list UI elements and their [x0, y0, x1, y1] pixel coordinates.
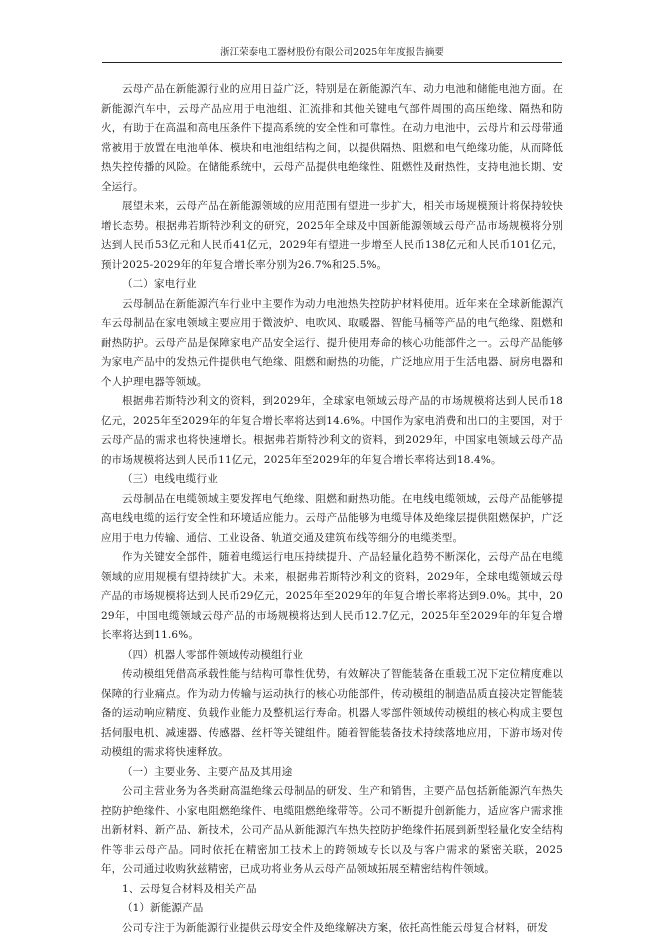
paragraph-cable-market: 作为关键安全部件，随着电缆运行电压持续提升、产品轻量化趋势不断深化，云母产品在电缆领域的应用规模有望持续扩大。未来，根据弗若斯特沙利文的资料，2029年，全球电缆领域云母产品的市场规模将达到人民币29亿元，2025年至2029年的年复合增长率将达到9.0%。其中，2029年，中国电缆领域云母产品的市场规模将达到人民币12.7亿元，2025年至2029年的年复合增长率将达到11.6%。 [101, 548, 563, 646]
section-heading-robot-transmission: （四）机器人零部件领域传动模组行业 [101, 646, 563, 666]
paragraph-main-business: 公司主营业务为各类耐高温绝缘云母制品的研发、生产和销售，主要产品包括新能源汽车热失控防护绝缘件、小家电阻燃绝缘件、电缆阻燃绝缘带等。公司不断提升创新能力，适应客户需求推出新材料、新产品、新技术，公司产品从新能源汽车热失控防护绝缘件拓展到新型轻量化安全结构件等非云母产品。同时依托在精密加工技术上的跨领域专长以及与客户需求的紧密关联，2025年，公司通过收购狄兹精密，已成功将业务从云母产品领域拓展至精密结构件领域。 [101, 782, 563, 880]
header-divider [102, 62, 562, 63]
paragraph-home-appliance-market: 根据弗若斯特沙利文的资料，到2029年，全球家电领域云母产品的市场规模将达到人民币18亿元，2025年至2029年的年复合增长率将达到14.6%。中国作为家电消费和出口的主要国，对于云母产品的需求也将快速增长。根据弗若斯特沙利文的资料，到2029年，中国家电领域云母产品的市场规模将达到人民币11亿元，2025年至2029年的年复合增长率将达到18.4%。 [101, 392, 563, 470]
paragraph-robot-transmission: 传动模组凭借高承载性能与结构可靠性优势，有效解决了智能装备在重载工况下定位精度难以保障的行业痛点。作为动力传输与运动执行的核心功能部件，传动模组的制造品质直接决定智能装备的运动响应精度、负载作业能力及整机运行寿命。机器人零部件领域传动模组的核心构成主要包括伺服电机、减速器、传感器、丝杆等关键组件。随着智能装备技术持续落地应用，下游市场对传动模组的需求将快速释放。 [101, 665, 563, 763]
subsection-heading-new-energy-products: （1）新能源产品 [101, 899, 563, 919]
section-heading-main-business: （一）主要业务、主要产品及其用途 [101, 763, 563, 783]
paragraph-cable-usage: 云母制品在电缆领域主要发挥电气绝缘、阻燃和耐热功能。在电线电缆领域，云母产品能够提高电线电缆的运行安全性和环境适应能力。云母产品能够为电缆导体及绝缘层提供阻燃保护，广泛应用于电力传输、通信、工业设备、轨道交通及建筑布线等细分的电缆类型。 [101, 490, 563, 549]
section-heading-home-appliance: （二）家电行业 [101, 275, 563, 295]
page-header: 浙江荣泰电工器材股份有限公司2025年年度报告摘要 [102, 46, 562, 60]
section-heading-cable: （三）电线电缆行业 [101, 470, 563, 490]
subsection-heading-mica-composite: 1、云母复合材料及相关产品 [101, 880, 563, 900]
paragraph-new-energy-products: 公司专注于为新能源行业提供云母安全件及绝缘解决方案，依托高性能云母复合材料，研发 [101, 919, 563, 938]
paragraph-home-appliance-usage: 云母制品在新能源汽车行业中主要作为动力电池热失控防护材料使用。近年来在全球新能源汽车云母制品在家电领域主要应用于微波炉、电吹风、取暖器、智能马桶等产品的电气绝缘、阻燃和耐热防护。云母产品是保障家电产品安全运行、提升使用寿命的核心功能部件之一。云母产品能够为家电产品中的发热元件提供电气绝缘、阻燃和耐热的功能，广泛地应用于生活电器、厨房电器和个人护理电器等领域。 [101, 295, 563, 393]
document-body [101, 80, 563, 938]
paragraph-new-energy-outlook: 展望未来，云母产品在新能源领域的应用范围有望进一步扩大，相关市场规模预计将保持较快增长态势。根据弗若斯特沙利文的研究，2025年全球及中国新能源领域云母产品市场规模将分别达到人民币53亿元和人民币41亿元，2029年有望进一步增至人民币138亿元和人民币101亿元，预计2025-2029年的年复合增长率分别为26.7%和25.5%。 [101, 197, 563, 275]
paragraph-new-energy-application: 云母产品在新能源行业的应用日益广泛，特别是在新能源汽车、动力电池和储能电池方面。在新能源汽车中，云母产品应用于电池组、汇流排和其他关键电气部件周围的高压绝缘、隔热和防火，有助于在高温和高电压条件下提高系统的安全性和可靠性。在动力电池中，云母片和云母带通常被用于放置在电池单体、模块和电池组结构之间，以提供隔热、阻燃和电气绝缘功能，从而降低热失控传播的风险。在储能系统中，云母产品提供电绝缘性、阻燃性及耐热性，支持电池长期、安全运行。 [101, 80, 563, 197]
